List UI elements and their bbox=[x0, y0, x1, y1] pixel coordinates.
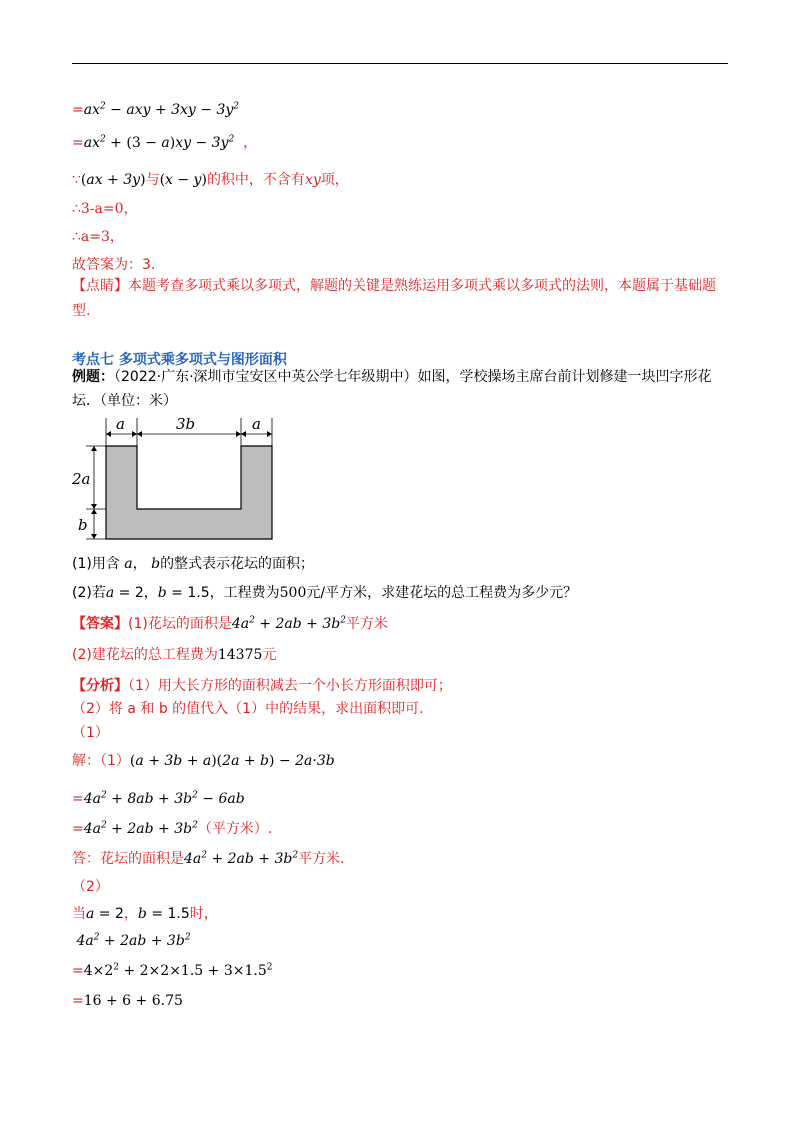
eq-line-3: ∵(ax + 3y)与(x − y)的积中，不含有xy项， bbox=[72, 172, 349, 188]
label-a-left: a bbox=[116, 415, 125, 433]
analysis-2: （2）将 a 和 b 的值代入（1）中的结果，求出面积即可. bbox=[72, 701, 424, 717]
comment-line-1: 【点睛】本题考查多项式乘以多项式，解题的关键是熟练运用多项式乘以多项式的法则，本题属于基础题 bbox=[72, 278, 716, 294]
solution-line-2: $=4a^2 + 8ab + 3b^2 - 6ab$ bbox=[72, 790, 245, 807]
answer-1: 【答案】(1)花坛的面积是$4a^2 + 2ab + 3b^2$平方米 bbox=[72, 615, 388, 632]
solution-line-1: 解：（1）(a + 3b + a)(2a + b) − 2a·3b bbox=[72, 753, 335, 769]
section-title: 考点七 多项式乘多项式与图形面积 bbox=[72, 352, 287, 368]
label-a-right: a bbox=[252, 415, 261, 433]
solution-part1: （1） bbox=[72, 725, 109, 741]
eq-line-1: $=ax^2$ − axy + $3xy - 3y^2$ bbox=[72, 101, 240, 118]
solution-part2: （2） bbox=[72, 879, 109, 895]
eq-line-5: ∴a=3， bbox=[72, 229, 124, 245]
flowerbed-shape bbox=[106, 446, 272, 539]
question-1: (1)用含 a， b的整式表示花坛的面积； bbox=[72, 556, 315, 572]
answer-2: (2)建花坛的总工程费为14375元 bbox=[72, 647, 277, 663]
header-rule bbox=[72, 63, 728, 64]
label-b: b bbox=[78, 516, 88, 534]
analysis-1: 【分析】（1）用大长方形的面积减去一个小长方形面积即可； bbox=[72, 678, 452, 694]
solution-line-8: =16 + 6 + 6.75 bbox=[72, 993, 183, 1009]
flowerbed-figure bbox=[72, 414, 282, 549]
question-2: (2)若a = 2，b = 1.5，工程费为500元/平方米，求建花坛的总工程费为多少元？ bbox=[72, 585, 578, 601]
solution-line-5: 当a = 2，b = 1.5时， bbox=[72, 906, 218, 922]
solution-line-4: 答：花坛的面积是$4a^2 + 2ab + 3b^2$平方米. bbox=[72, 850, 345, 867]
label-3b: 3b bbox=[176, 415, 196, 433]
label-2a: 2a bbox=[72, 470, 91, 488]
eq-line-4: ∴3-a=0， bbox=[72, 201, 138, 217]
comment-line-2: 型. bbox=[72, 303, 91, 319]
answer-line: 故答案为：3. bbox=[72, 257, 156, 273]
solution-line-7: $=4\times 2^2 + 2\times 2\times 1.5 + 3\times 1.5^2$ bbox=[72, 962, 273, 979]
solution-line-3: $=4a^2 + 2ab + 3b^2$（平方米）. bbox=[72, 820, 273, 837]
example-line-1: 例题：（2022·广东·深圳市宝安区中英公学七年级期中）如图，学校操场主席台前计划修建一块凹字形花 bbox=[72, 369, 712, 385]
solution-line-6: $4a^2 + 2ab + 3b^2$ bbox=[72, 932, 191, 949]
example-line-2: 坛．（单位：米） bbox=[72, 393, 177, 409]
eq-line-2: $=ax^2 + (3 - a)xy - 3y^2$ ， bbox=[72, 134, 258, 151]
